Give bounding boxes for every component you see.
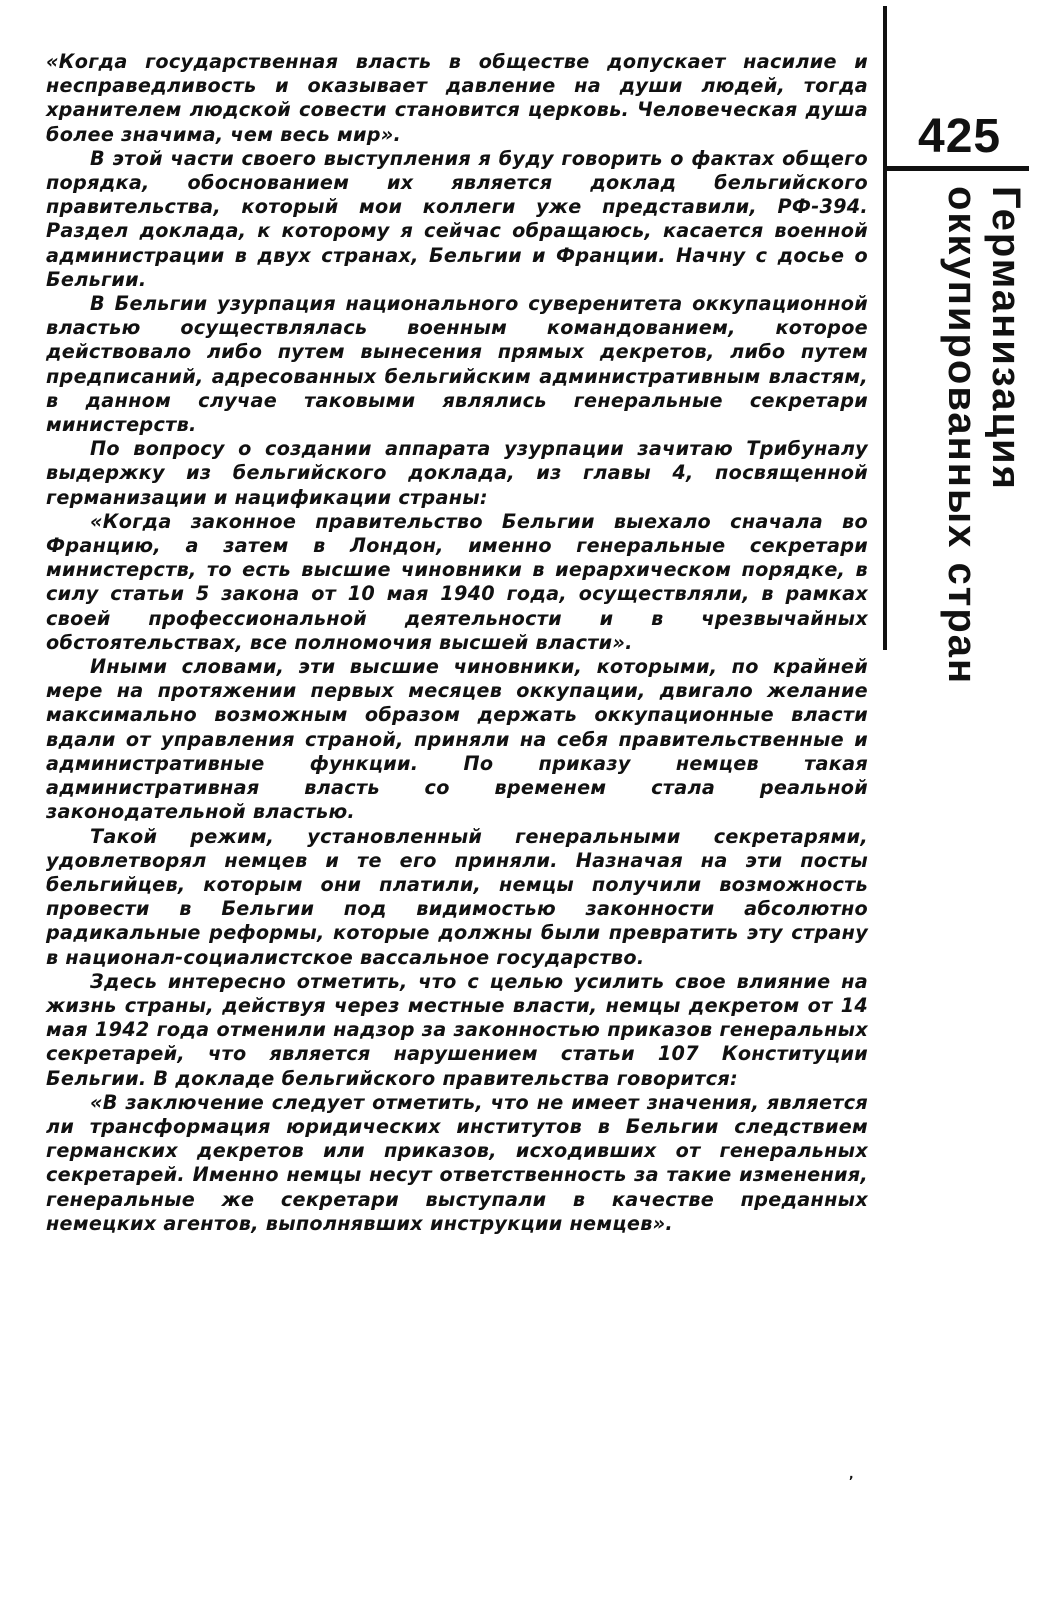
paragraph-9-quote: «В заключение следует отметить, что не имеет значения, является ли трансформация юридических институтов в Бельгии следствием германских декретов или приказов, исходивших от генеральных секретарей. Именно немцы несут ответственность за такие изменения, генеральные же секретари выступали в качестве преданных немецких агентов, выполнявших инструкции немцев». (46, 1090, 868, 1235)
paragraph-8: Здесь интересно отметить, что с целью усилить свое влияние на жизнь страны, действуя через местные власти, немцы декретом от 14 мая 1942 года отменили надзор за законностью приказов генеральных секретарей, что является нарушением статьи 107 Конституции Бельгии. В докладе бельгийского правительства говорится: (46, 969, 868, 1090)
stray-print-mark: , (849, 1467, 854, 1481)
page-number: 425 (918, 110, 1002, 163)
paragraph-4: По вопросу о создании аппарата узурпации зачитаю Трибуналу выдержку из бельгийского доклада, из главы 4, посвященной германизации и нацификации страны: (46, 437, 868, 509)
paragraph-3: В Бельгии узурпация национального суверенитета оккупационной властью осуществлялась военным командованием, которое действовало либо путем вынесения прямых декретов, либо путем предписаний, адресованных бельгийским административным властям, в данном случае таковыми являлись генеральные секретари министерств. (46, 292, 868, 437)
paragraph-6: Иными словами, эти высшие чиновники, которыми, по крайней мере на протяжении первых месяцев оккупации, двигало желание максимально возможным образом держать оккупационные власти вдали от управления страной, приняли на себя правительственные и административные функции. По приказу немцев такая административная власть со временем стала реальной законодательной властью. (46, 655, 868, 824)
paragraph-2: В этой части своего выступления я буду говорить о фактах общего порядка, обоснованием их является доклад бельгийского правительства, который мои коллеги уже представили, РФ-394. Раздел доклада, к которому я сейчас обращаюсь, касается военной администрации в двух странах, Бельгии и Франции. Начну с досье о Бельгии. (46, 146, 868, 291)
running-head-line-2: оккупированных стран (940, 186, 984, 686)
paragraph-5-quote: «Когда законное правительство Бельгии выехало сначала во Францию, а затем в Лондон, именно генеральные секретари министерств, то есть высшие чиновники в иерархическом порядке, в силу статьи 5 закона от 10 мая 1940 года, осуществляли, в рамках своей профессиональной деятельности и в чрезвычайных обстоятельствах, все полномочия высшей власти». (46, 509, 868, 654)
margin-rule-horizontal (887, 166, 1029, 171)
body-text (46, 50, 868, 1236)
running-head-line-1: Германизация (984, 186, 1028, 491)
margin-rule-vertical (883, 6, 887, 650)
running-head (940, 186, 1028, 685)
paragraph-1: «Когда государственная власть в обществе допускает насилие и несправедливость и оказывает давление на души людей, тогда хранителем людской совести становится церковь. Человеческая душа более значима, чем весь мир». (46, 50, 868, 146)
paragraph-7: Такой режим, установленный генеральными секретарями, удовлетворял немцев и те его приняли. Назначая на эти посты бельгийцев, которым они платили, немцы получили возможность провести в Бельгии под видимостью законности абсолютно радикальные реформы, которые должны были превратить эту страну в национал-социалистское вассальное государство. (46, 824, 868, 969)
